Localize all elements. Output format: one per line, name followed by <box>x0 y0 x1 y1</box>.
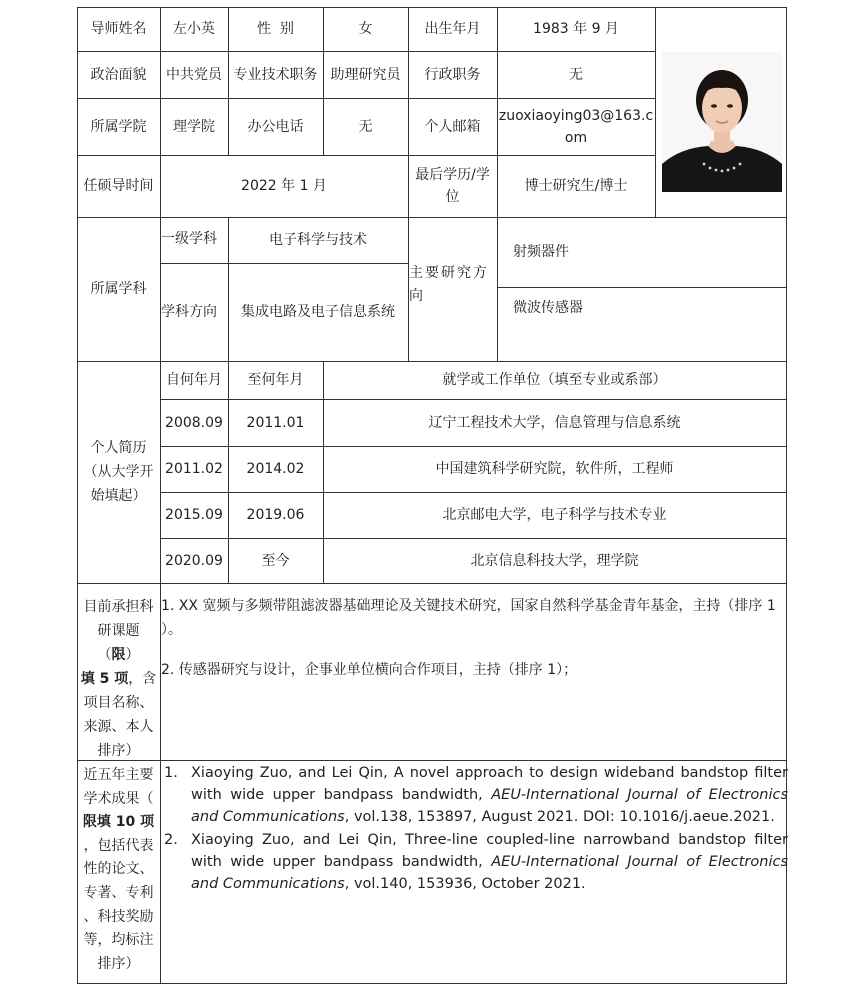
gender-value: 女 <box>358 21 373 37</box>
discipline-label: 所属学科 <box>90 281 147 297</box>
level1-value: 电子科学与技术 <box>269 232 367 248</box>
resume-to: 2011.01 <box>246 414 305 431</box>
resume-to: 2019.06 <box>246 507 305 523</box>
resume-header: 自何年月 <box>166 372 222 388</box>
resume-unit: 辽宁工程技术大学，信息管理与信息系统 <box>428 414 681 431</box>
publication-authors: Xiaoying Zuo, and Lei Qin, Three-line coupled-line narrowband bandstop filter with wide upper bandpass bandwidth, <box>191 832 788 870</box>
name-value: 左小英 <box>173 21 215 37</box>
projects-label-line: 排序） <box>97 743 140 759</box>
resume-from: 2020.09 <box>165 552 223 569</box>
project-item: 2. 传感器研究与设计，企事业单位横向合作项目，主持（排序 1）； <box>161 662 578 678</box>
projects-label-line: 研课题（限） <box>97 623 140 663</box>
publication-item <box>164 829 788 895</box>
grid-line <box>77 760 787 761</box>
publication-authors: Xiaoying Zuo, and Lei Qin, A novel approach to design wideband bandstop filter with wide upper bandpass bandwidth, <box>191 765 788 803</box>
projects-label-text: 研课题（ <box>97 623 140 663</box>
resume-header: 至何年月 <box>247 372 304 388</box>
degree-label <box>408 155 497 217</box>
email-value <box>497 98 655 155</box>
degree-label-line: 最后学历/学 <box>415 167 490 183</box>
degree-value: 博士研究生/博士 <box>524 178 628 194</box>
resume-label-line: 始填起） <box>90 488 147 504</box>
grid-line <box>77 983 787 984</box>
research-label-line: 主要研究方 <box>409 265 489 281</box>
publication-journal: AEU-International Journal of Electronics and Communications <box>191 787 789 825</box>
projects-label-bold: 填 5 项 <box>80 671 129 687</box>
resume-unit: 北京邮电大学，电子科学与技术专业 <box>442 507 667 523</box>
title-value: 助理研究员 <box>330 66 401 83</box>
resume-from: 2015.09 <box>165 507 223 523</box>
name-label: 导师姓名 <box>90 21 147 37</box>
research-label-line: 向 <box>409 288 423 304</box>
start-value: 2022 年 1 月 <box>241 178 327 194</box>
admin-value: 无 <box>569 66 583 83</box>
project-line: ）。 <box>161 622 182 638</box>
resume-from: 2008.09 <box>165 414 223 431</box>
project-line: 1. XX 宽频与多频带阻滤波器基础理论及关键技术研究，国家自然科学基金青年基金，主持（排序 1 <box>161 598 776 614</box>
research-item: 微波传感器 <box>513 300 583 316</box>
college-label: 所属学院 <box>90 118 147 135</box>
publication-details: , vol.138, 153897, August 2021. DOI: 10.1016/j.aeue.2021. <box>344 809 775 825</box>
birth-value: 1983 年 9 月 <box>533 21 619 37</box>
publication-number: 2. <box>164 832 178 848</box>
achievements-label-line: 等，均标注 <box>83 932 154 949</box>
resume-to: 2014.02 <box>246 461 305 477</box>
achievements-label-line: 性的论文、 <box>83 861 154 878</box>
publication-details: , vol.140, 153936, October 2021. <box>344 876 586 892</box>
direction-value: 集成电路及电子信息系统 <box>241 304 395 320</box>
phone-value: 无 <box>358 118 373 135</box>
direction-label: 学科方向 <box>161 304 217 320</box>
achievements-label-line: 排序） <box>97 955 140 972</box>
resume-unit: 北京信息科技大学，理学院 <box>470 552 639 569</box>
resume-label-line: （从大学开 <box>83 464 154 480</box>
resume-label-line: 个人简历 <box>90 440 147 456</box>
achievements-label-line: 近五年主要 <box>83 767 154 783</box>
degree-label-line: 位 <box>445 189 460 205</box>
college-value: 理学院 <box>173 118 215 135</box>
projects-label-line: 目前承担科 <box>83 599 154 615</box>
level1-label: 一级学科 <box>161 231 217 247</box>
achievements-label-line: 专著、专利 <box>83 884 154 901</box>
projects-label-line: 来源、本人 <box>83 719 154 735</box>
projects-label-line: 项目名称、 <box>83 695 154 711</box>
publication-text <box>191 762 788 828</box>
grid-line <box>655 7 656 217</box>
projects-label <box>77 595 160 759</box>
email-label: 个人邮箱 <box>424 118 481 135</box>
publication-journal: AEU-International Journal of Electronics and Communications <box>191 854 789 892</box>
email-line: zuoxiaoying03@163.c <box>498 107 654 124</box>
achievements-label-line: ，包括代表 <box>83 837 154 854</box>
research-item: 射频器件 <box>513 244 569 260</box>
resume-to: 至今 <box>261 552 290 569</box>
resume-unit: 中国建筑科学研究院，软件所，工程师 <box>435 461 674 477</box>
grid-line <box>77 583 787 584</box>
admin-label: 行政职务 <box>424 66 481 83</box>
politics-label: 政治面貌 <box>90 66 147 83</box>
achievements-label <box>77 764 160 979</box>
projects-label-bold: 限 <box>111 647 126 663</box>
birth-label: 出生年月 <box>424 21 481 37</box>
gender-label: 性 别 <box>257 21 294 37</box>
achievements-label-line: 、科技奖励 <box>83 908 154 925</box>
publication-number: 1. <box>164 765 178 781</box>
resume-from: 2011.02 <box>165 461 223 477</box>
project-item <box>161 594 787 642</box>
phone-label: 办公电话 <box>247 118 304 135</box>
resume-header: 就学或工作单位（填至专业或系部） <box>442 372 667 388</box>
achievements-label-line: 限填 10 项 <box>82 814 155 831</box>
title-label: 专业技术职务 <box>233 66 318 83</box>
publication-text <box>191 829 788 895</box>
projects-label-text: ，含 <box>128 671 157 687</box>
research-label <box>409 262 497 308</box>
email-line: om <box>564 129 588 146</box>
resume-label <box>77 361 160 583</box>
achievements-label-line: 学术成果（ <box>83 790 154 807</box>
start-label: 任硕导时间 <box>83 178 154 194</box>
politics-value: 中共党员 <box>166 66 222 83</box>
publication-item <box>164 762 788 828</box>
portrait-photo <box>662 52 782 192</box>
projects-label-line <box>81 667 157 691</box>
